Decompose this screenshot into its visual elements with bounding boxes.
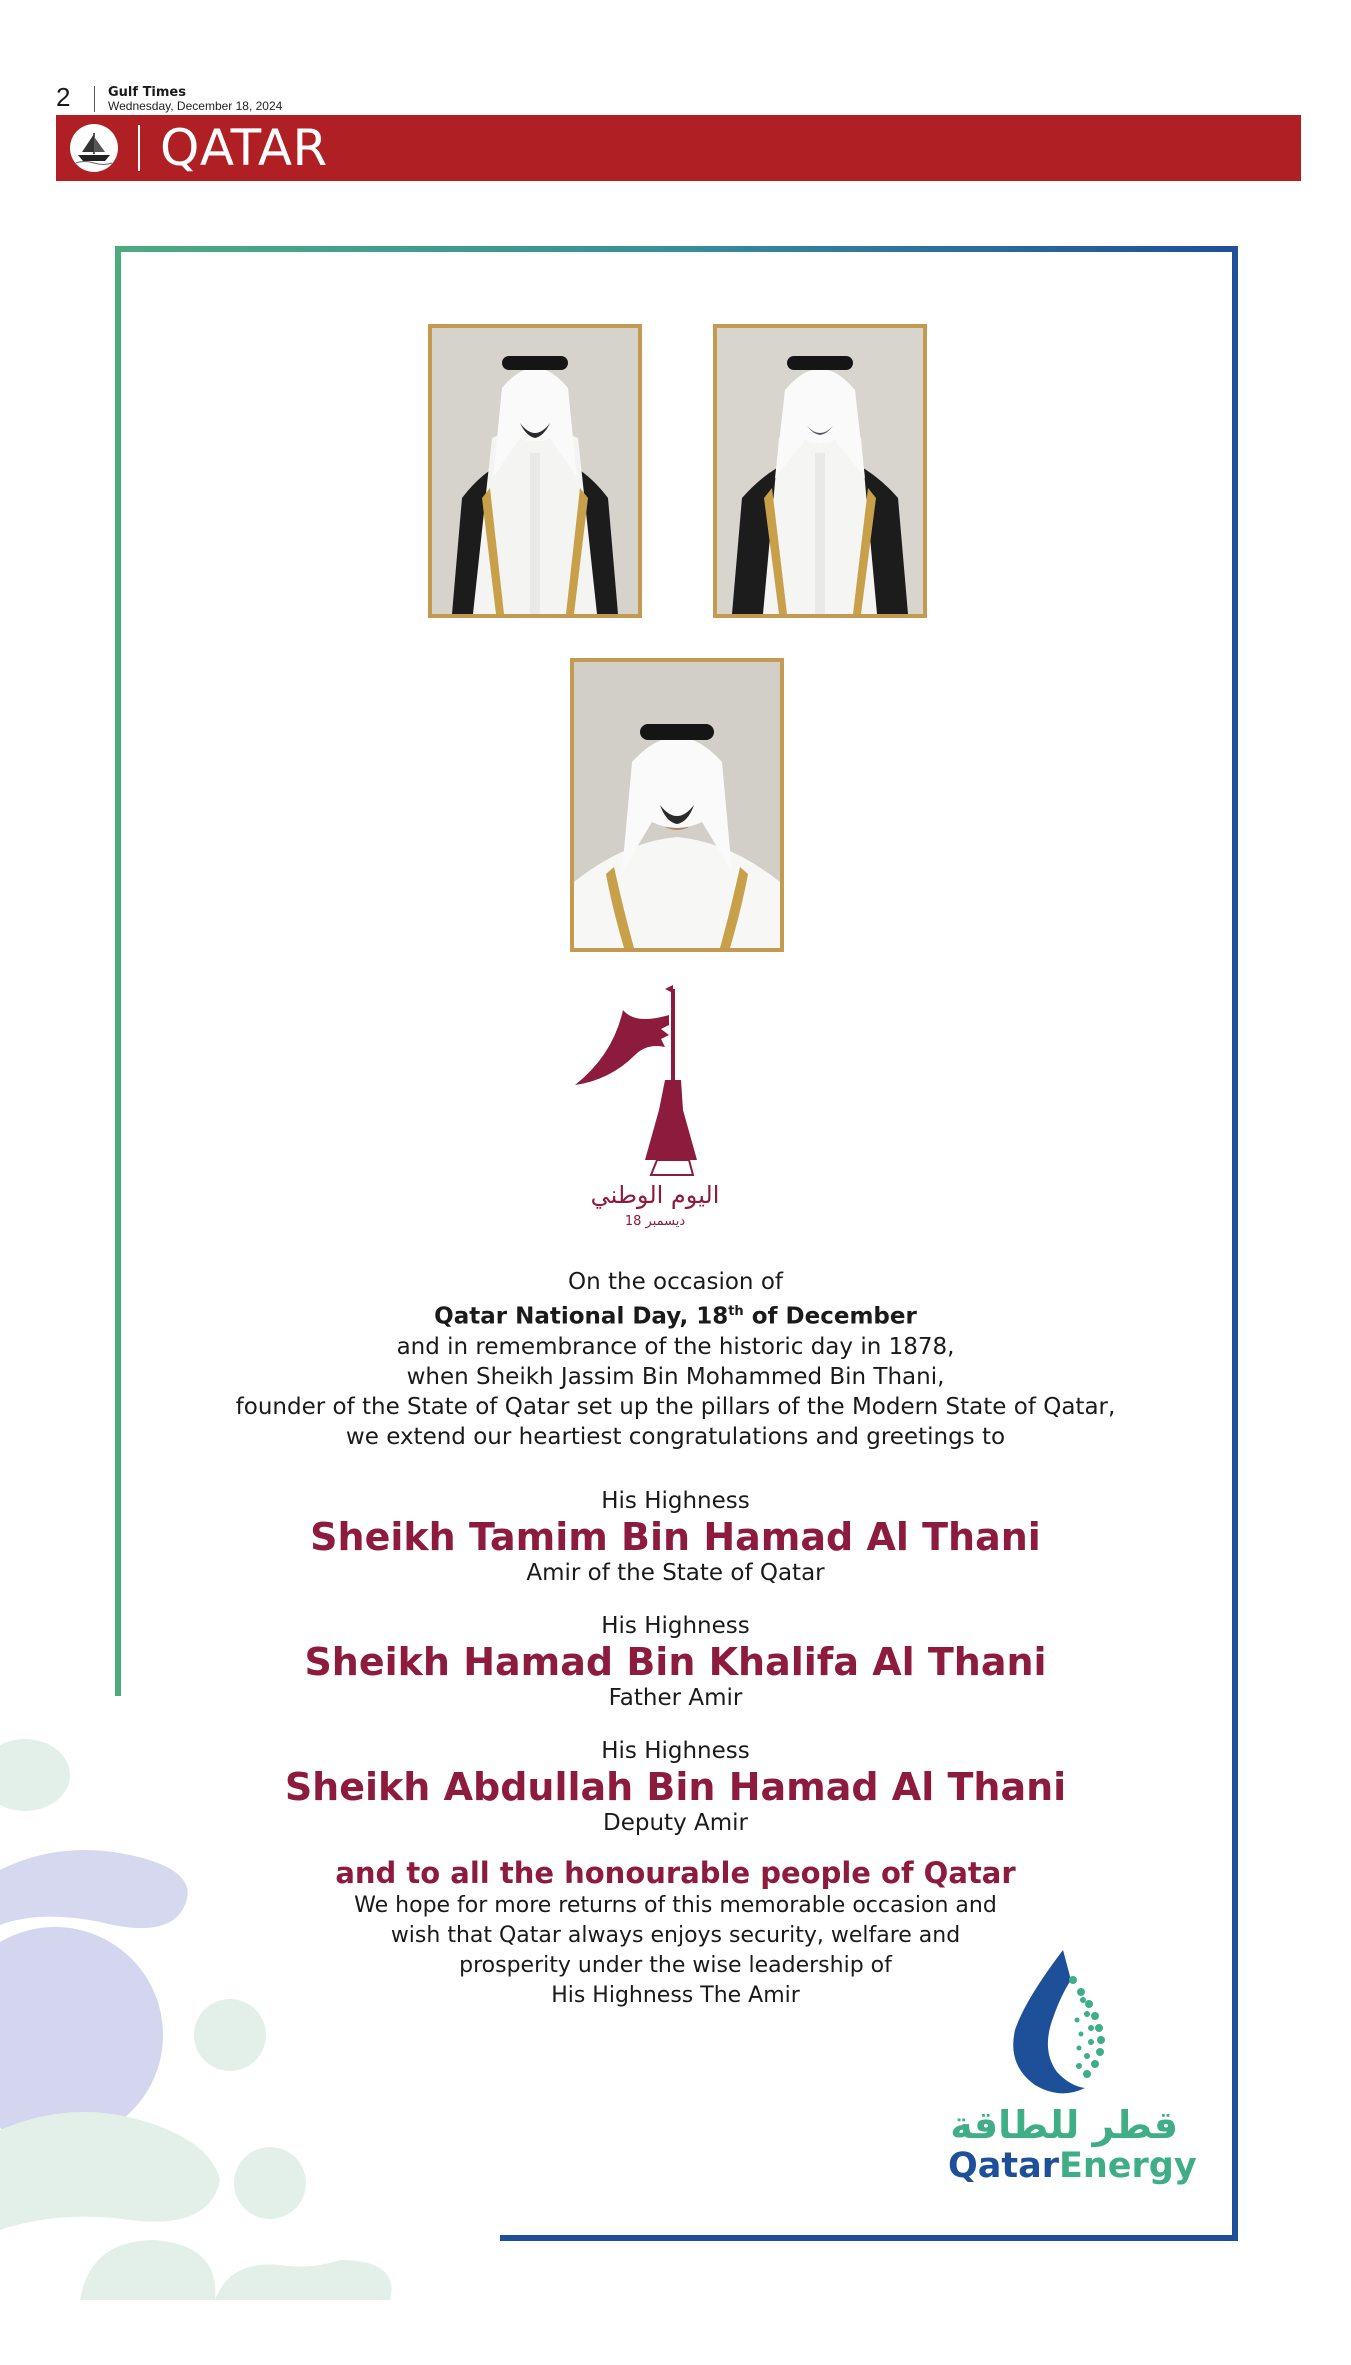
- closing-line-4: His Highness The Amir: [551, 1983, 800, 2008]
- decorative-bubbles: [0, 1700, 460, 2300]
- frame-bottom-border: [500, 2235, 1238, 2241]
- section-divider: [138, 125, 140, 171]
- portrait-father-amir: [713, 324, 927, 618]
- closing-heading: and to all the honourable people of Qatar: [335, 1856, 1016, 1890]
- issue-date: Wednesday, December 18, 2024: [108, 99, 283, 113]
- masthead-divider: [94, 86, 95, 112]
- intro-line-4: when Sheikh Jassim Bin Mohammed Bin Thani,: [406, 1363, 945, 1390]
- portrait-deputy-amir: [570, 658, 784, 952]
- wordmark-qatar: Qatar: [948, 2146, 1059, 2186]
- intro-line-3: and in remembrance of the historic day in 1878,: [396, 1333, 955, 1360]
- intro-message: [150, 1267, 1201, 1452]
- frame-right-border: [1232, 246, 1238, 2241]
- masthead: [56, 82, 1316, 116]
- intro-line-2-end: of December: [743, 1303, 917, 1330]
- dignitary-amir: [150, 1487, 1201, 1587]
- dignitary-name: Sheikh Abdullah Bin Hamad Al Thani: [284, 1765, 1067, 1809]
- wordmark-energy: Energy: [1058, 2146, 1197, 2186]
- intro-line-5: founder of the State of Qatar set up the pillars of the Modern State of Qatar,: [235, 1393, 1116, 1420]
- intro-line-2-sup: th: [728, 1304, 744, 1319]
- dignitary-honorific: His Highness: [601, 1738, 750, 1764]
- page-number: 2: [56, 82, 71, 112]
- national-day-emblem: [565, 985, 745, 1235]
- dignitary-title: Father Amir: [608, 1685, 743, 1711]
- dignitary-title: Deputy Amir: [603, 1810, 748, 1836]
- section-title: QATAR: [160, 119, 328, 177]
- intro-line-2: [150, 1297, 1201, 1332]
- paper-name: Gulf Times: [108, 85, 186, 100]
- dignitary-title: Amir of the State of Qatar: [526, 1560, 825, 1586]
- intro-line-6: we extend our heartiest congratulations and greetings to: [345, 1423, 1006, 1450]
- section-header-bar: [56, 115, 1301, 181]
- sponsor-wordmark: [948, 2146, 1197, 2186]
- dignitary-father-amir: [150, 1612, 1201, 1712]
- dignitary-name: Sheikh Tamim Bin Hamad Al Thani: [310, 1515, 1041, 1559]
- portrait-amir: [428, 324, 642, 618]
- dignitary-honorific: His Highness: [601, 1488, 750, 1514]
- closing-line-3: prosperity under the wise leadership of: [459, 1953, 892, 1978]
- intro-line-2-main: Qatar National Day, 18: [434, 1303, 729, 1330]
- dhow-icon: [70, 124, 118, 172]
- emblem-arabic-title: اليوم الوطني: [590, 1181, 720, 1209]
- emblem-arabic-date: 18 ديسمبر: [624, 1214, 686, 1229]
- closing-line-2: wish that Qatar always enjoys security, welfare and: [390, 1923, 961, 1948]
- frame-left-border: [115, 246, 121, 1696]
- sponsor-arabic-name: قطر للطاقة: [950, 2103, 1178, 2147]
- dignitary-name: Sheikh Hamad Bin Khalifa Al Thani: [304, 1640, 1047, 1684]
- dignitary-honorific: His Highness: [601, 1613, 750, 1639]
- closing-line-1: We hope for more returns of this memorable occasion and: [354, 1893, 997, 1918]
- intro-line-1: On the occasion of: [567, 1269, 783, 1295]
- frame-top-border: [115, 246, 1238, 252]
